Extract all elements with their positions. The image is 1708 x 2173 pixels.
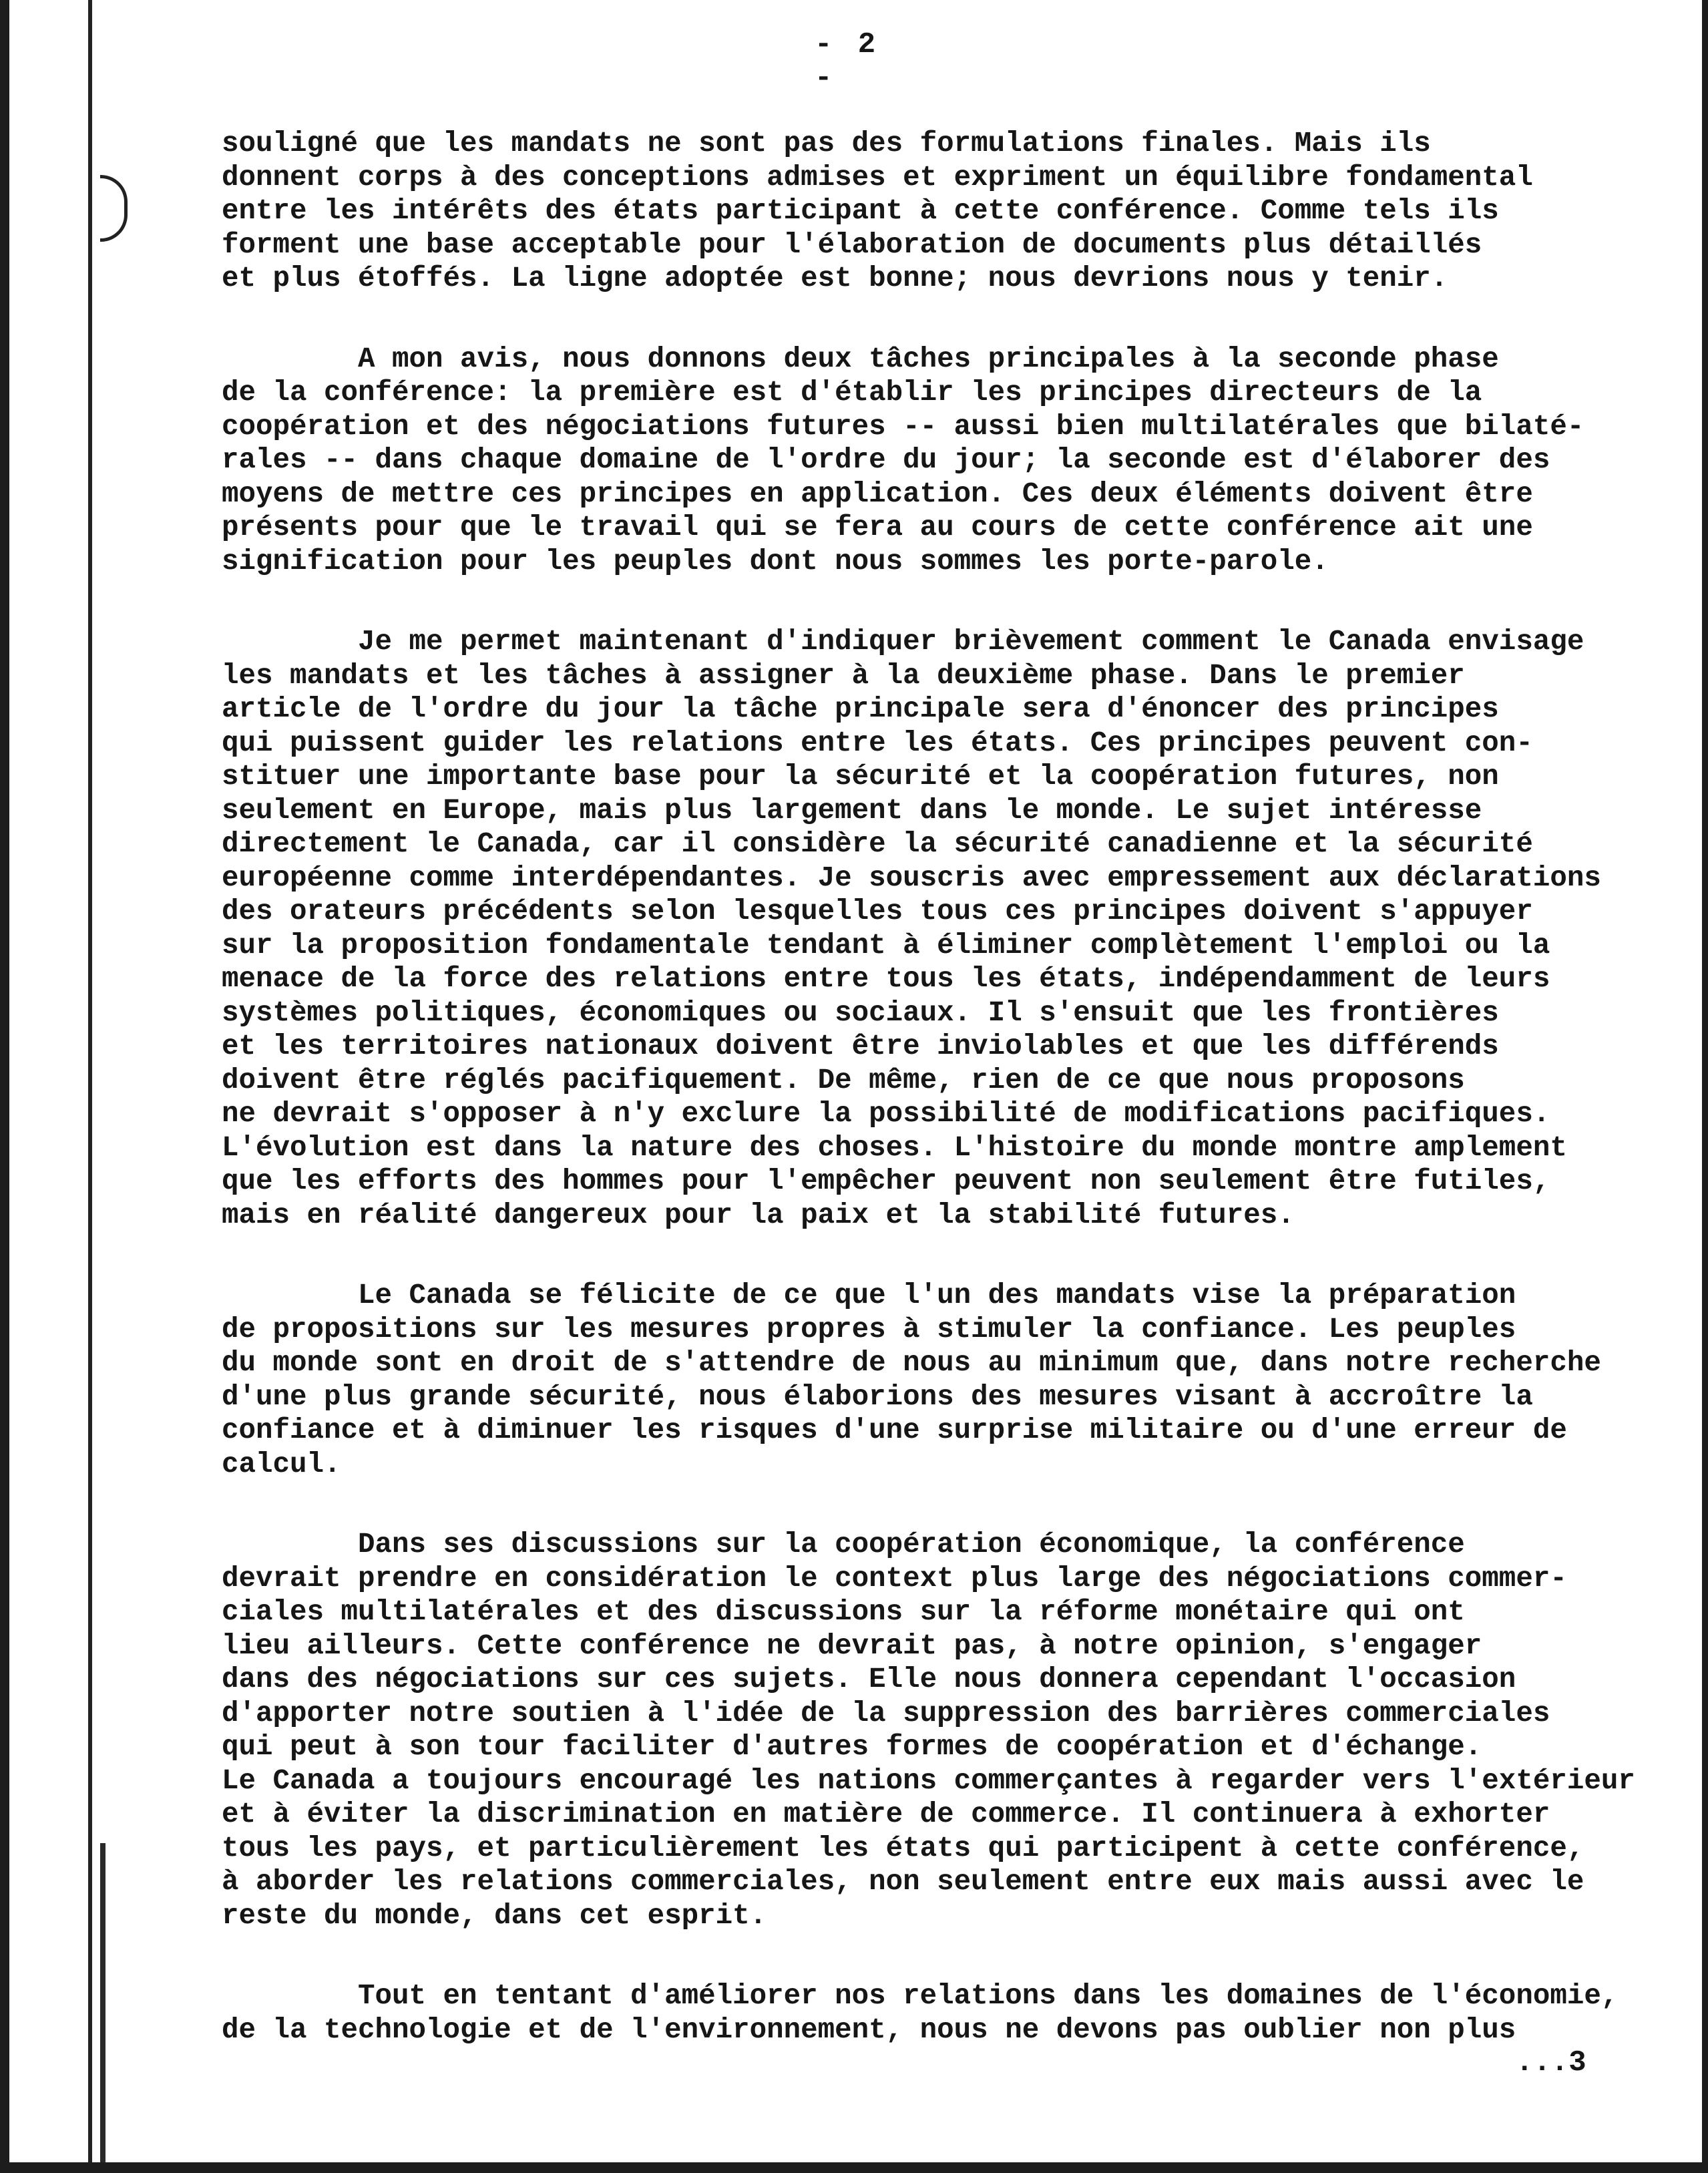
text-line: et à éviter la discrimination en matière de commerce. Il continuera à exhorter <box>222 1798 1550 1830</box>
page-number: - 2 - <box>815 28 880 95</box>
text-line: présents pour que le travail qui se fera au cours de cette conférence ait une <box>222 512 1533 544</box>
text-line: rales -- dans chaque domaine de l'ordre du jour; la seconde est d'élaborer des <box>222 444 1550 476</box>
text-line: donnent corps à des conceptions admises et expriment un équilibre fondamental <box>222 161 1533 194</box>
text-line: article de l'ordre du jour la tâche principale sera d'énoncer des principes <box>222 693 1499 725</box>
text-line: Le Canada a toujours encouragé les nations commerçantes à regarder vers l'extérieur <box>222 1764 1635 1797</box>
paragraph-5 <box>222 1528 1657 1933</box>
document-body <box>222 127 1657 2094</box>
text-line: Dans ses discussions sur la coopération économique, la conférence <box>222 1529 1465 1561</box>
text-line: de propositions sur les mesures propres à stimuler la confiance. Les peuples <box>222 1313 1516 1346</box>
text-line: seulement en Europe, mais plus largement dans le monde. Le sujet intéresse <box>222 794 1482 827</box>
text-line: des orateurs précédents selon lesquelles tous ces principes doivent s'appuyer <box>222 896 1533 928</box>
text-line: menace de la force des relations entre tous les états, indépendamment de leurs <box>222 963 1550 995</box>
text-line: d'une plus grande sécurité, nous élaborions des mesures visant à accroître la <box>222 1380 1533 1413</box>
text-line: qui puissent guider les relations entre les états. Ces principes peuvent con- <box>222 727 1533 759</box>
text-line: qui peut à son tour faciliter d'autres formes de coopération et d'échange. <box>222 1731 1482 1763</box>
scan-binding-hook <box>100 175 128 242</box>
text-line: signification pour les peuples dont nous sommes les porte-parole. <box>222 545 1329 578</box>
text-line: tous les pays, et particulièrement les états qui participent à cette conférence, <box>222 1832 1584 1864</box>
text-line: les mandats et les tâches à assigner à la deuxième phase. Dans le premier <box>222 659 1465 692</box>
text-line: stituer une importante base pour la sécurité et la coopération futures, non <box>222 761 1499 793</box>
text-line: confiance et à diminuer les risques d'une surprise militaire ou d'une erreur de <box>222 1414 1567 1446</box>
text-line: Je me permet maintenant d'indiquer brièvement comment le Canada envisage <box>222 626 1584 658</box>
continuation-marker: ...3 <box>1516 2046 1586 2080</box>
text-line: systèmes politiques, économiques ou sociaux. Il s'ensuit que les frontières <box>222 996 1499 1029</box>
text-line: dans des négociations sur ces sujets. Elle nous donnera cependant l'occasion <box>222 1663 1516 1696</box>
text-line: Le Canada se félicite de ce que l'un des mandats vise la préparation <box>222 1279 1516 1312</box>
text-line: lieu ailleurs. Cette conférence ne devrait pas, à notre opinion, s'engager <box>222 1629 1482 1662</box>
text-line: L'évolution est dans la nature des choses. L'histoire du monde montre amplement <box>222 1131 1567 1164</box>
paragraph-6 <box>222 1979 1657 2047</box>
text-line: du monde sont en droit de s'attendre de nous au minimum que, dans notre recherche <box>222 1347 1601 1379</box>
paragraph-4 <box>222 1279 1657 1481</box>
text-line: ciales multilatérales et des discussions sur la réforme monétaire qui ont <box>222 1596 1465 1628</box>
text-line: sur la proposition fondamentale tendant à éliminer complètement l'emploi ou la <box>222 929 1550 962</box>
text-line: de la technologie et de l'environnement, nous ne devons pas oublier non plus <box>222 2013 1516 2046</box>
text-line: moyens de mettre ces principes en application. Ces deux éléments doivent être <box>222 477 1533 510</box>
paragraph-2 <box>222 343 1657 579</box>
text-line: de la conférence: la première est d'établir les principes directeurs de la <box>222 377 1482 409</box>
text-line: mais en réalité dangereux pour la paix et la stabilité futures. <box>222 1199 1295 1231</box>
text-line: calcul. <box>222 1448 341 1480</box>
text-line: et plus étoffés. La ligne adoptée est bonne; nous devrions nous y tenir. <box>222 262 1448 294</box>
text-line: européenne comme interdépendantes. Je souscris avec empressement aux déclarations <box>222 861 1601 894</box>
text-line: devrait prendre en considération le context plus large des négociations commer- <box>222 1562 1567 1595</box>
text-line: et les territoires nationaux doivent être inviolables et que les différends <box>222 1030 1499 1062</box>
scan-right-edge <box>1702 0 1708 2173</box>
scan-binding-line <box>88 0 92 2173</box>
paragraph-1 <box>222 127 1657 296</box>
text-line: coopération et des négociations futures -- aussi bien multilatérales que bilaté- <box>222 410 1584 443</box>
text-line: A mon avis, nous donnons deux tâches principales à la seconde phase <box>222 343 1499 375</box>
text-line: directement le Canada, car il considère la sécurité canadienne et la sécurité <box>222 828 1533 860</box>
text-line: ne devrait s'opposer à n'y exclure la possibilité de modifications pacifiques. <box>222 1098 1550 1130</box>
text-line: souligné que les mandats ne sont pas des formulations finales. Mais ils <box>222 128 1431 160</box>
text-line: que les efforts des hommes pour l'empêcher peuvent non seulement être futiles, <box>222 1165 1550 1197</box>
scan-bottom-edge <box>0 2162 1708 2173</box>
text-line: d'apporter notre soutien à l'idée de la suppression des barrières commerciales <box>222 1697 1550 1730</box>
text-line: reste du monde, dans cet esprit. <box>222 1899 767 1932</box>
scan-binding-mark <box>100 1843 105 2173</box>
text-line: forment une base acceptable pour l'élaboration de documents plus détaillés <box>222 228 1482 261</box>
text-line: Tout en tentant d'améliorer nos relations dans les domaines de l'économie, <box>222 1980 1619 2012</box>
paragraph-3 <box>222 625 1657 1232</box>
scan-left-edge <box>0 0 9 2173</box>
text-line: doivent être réglés pacifiquement. De même, rien de ce que nous proposons <box>222 1064 1465 1097</box>
text-line: entre les intérêts des états participant à cette conférence. Comme tels ils <box>222 195 1499 227</box>
text-line: à aborder les relations commerciales, non seulement entre eux mais aussi avec le <box>222 1866 1584 1898</box>
